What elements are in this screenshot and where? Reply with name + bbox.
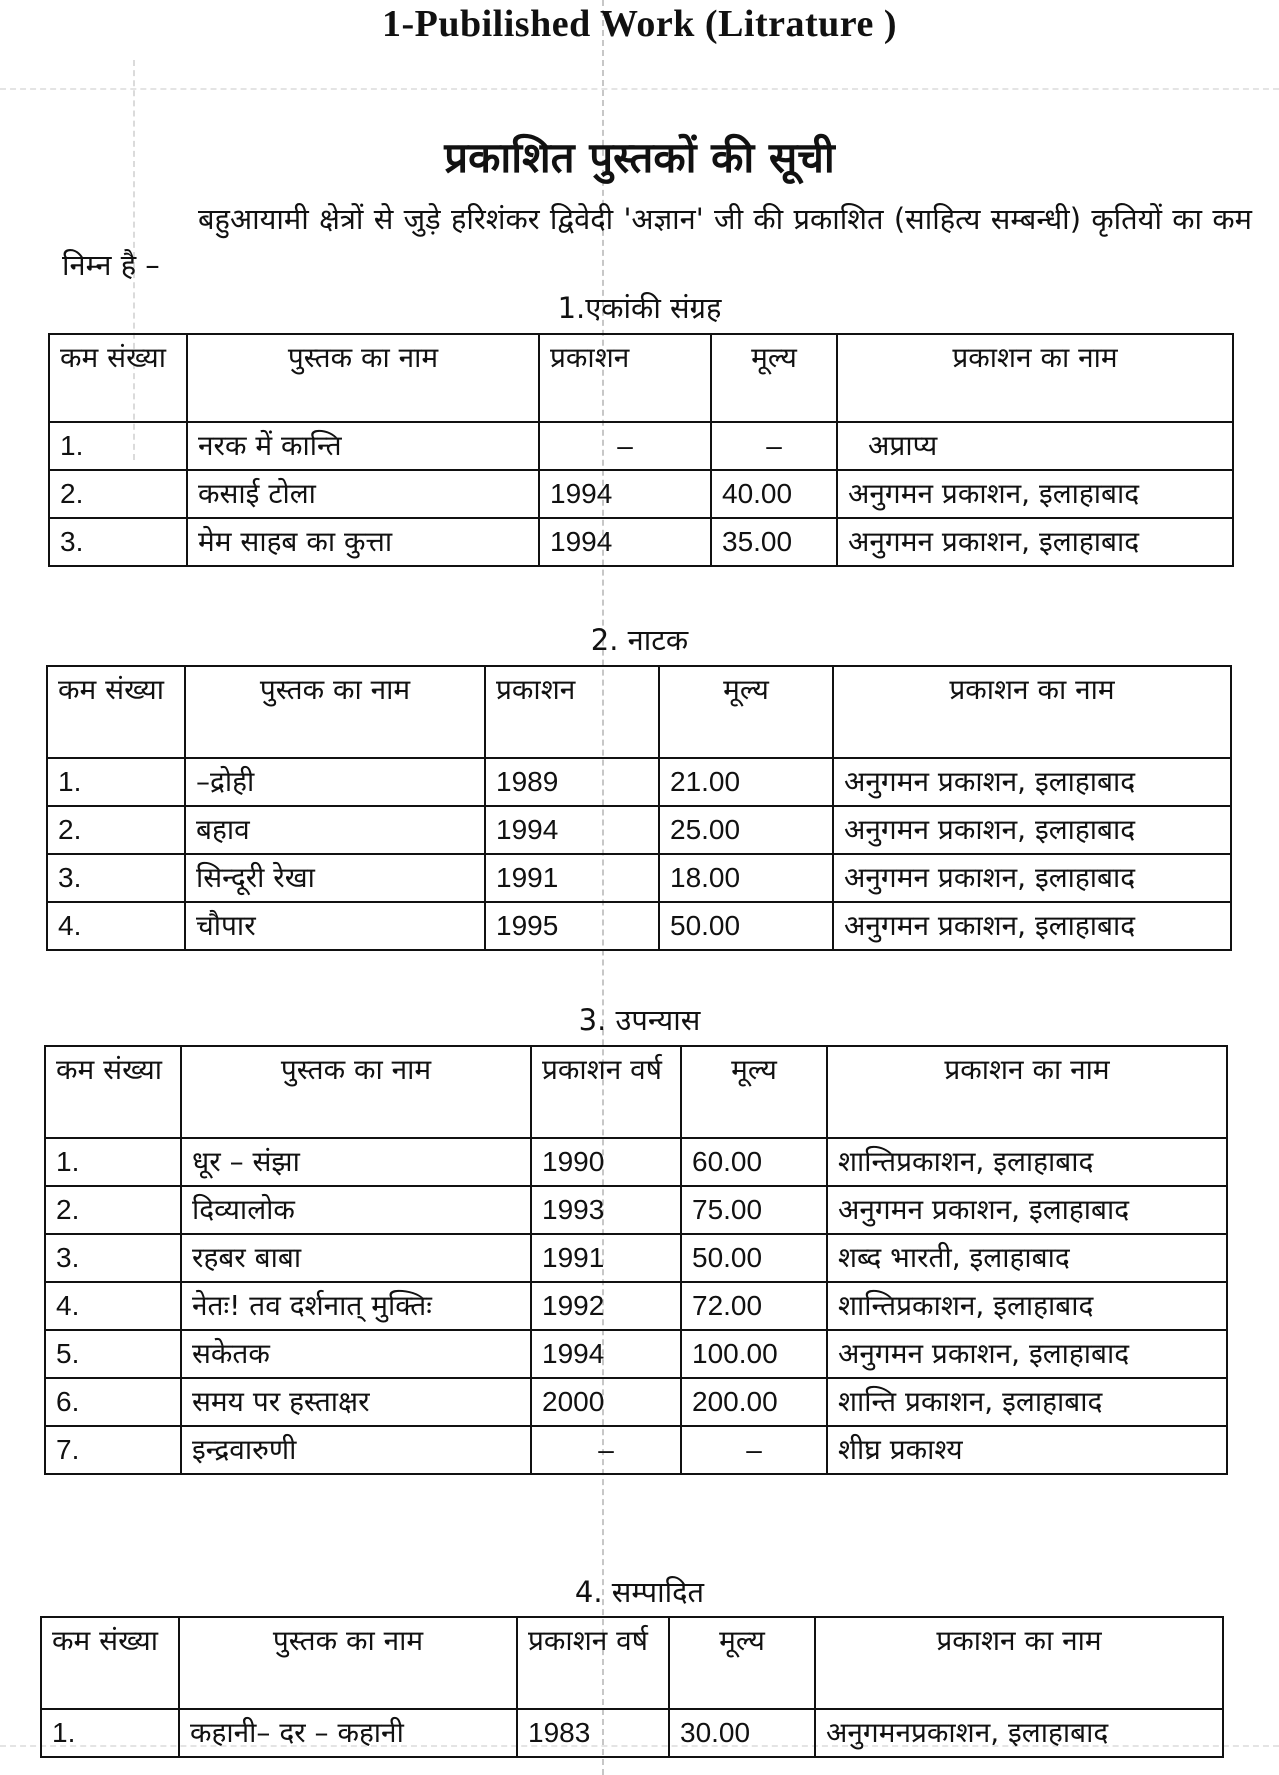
cell-year: 1994 bbox=[531, 1330, 681, 1378]
cell-publisher: अनुगमन प्रकाशन, इलाहाबाद bbox=[827, 1330, 1227, 1378]
cell-publisher: शीघ्र प्रकाश्य bbox=[827, 1426, 1227, 1474]
cell-serial: 3. bbox=[49, 518, 187, 566]
header-publisher: प्रकाशन का नाम bbox=[815, 1617, 1223, 1709]
cell-serial: 1. bbox=[45, 1138, 181, 1186]
header-serial: कम संख्या bbox=[49, 334, 187, 422]
header-book-name: पुस्तक का नाम bbox=[181, 1046, 531, 1138]
cell-serial: 2. bbox=[45, 1186, 181, 1234]
cell-publisher: शान्तिप्रकाशन, इलाहाबाद bbox=[827, 1138, 1227, 1186]
page-title: 1-Pubilished Work (Litrature ) bbox=[381, 3, 897, 45]
cell-year: 1994 bbox=[539, 518, 711, 566]
cell-publisher: अनुगमन प्रकाशन, इलाहाबाद bbox=[827, 1186, 1227, 1234]
table-row bbox=[49, 518, 1233, 566]
header-publisher: प्रकाशन का नाम bbox=[833, 666, 1231, 758]
table-header-row bbox=[41, 1617, 1223, 1709]
table-sampadit bbox=[40, 1616, 1224, 1758]
cell-serial: 4. bbox=[45, 1282, 181, 1330]
table-ekanki bbox=[48, 333, 1234, 567]
header-year: प्रकाशन वर्ष bbox=[531, 1046, 681, 1138]
header-price: मूल्य bbox=[711, 334, 837, 422]
cell-price: 60.00 bbox=[681, 1138, 827, 1186]
table-row bbox=[41, 1709, 1223, 1757]
cell-price: – bbox=[681, 1426, 827, 1474]
cell-publisher: अनुगमन प्रकाशन, इलाहाबाद bbox=[837, 518, 1233, 566]
cell-price: 25.00 bbox=[659, 806, 833, 854]
table-upanyas bbox=[44, 1045, 1228, 1475]
table-row bbox=[45, 1330, 1227, 1378]
cell-year: 1990 bbox=[531, 1138, 681, 1186]
cell-price: 100.00 bbox=[681, 1330, 827, 1378]
cell-publisher: शान्तिप्रकाशन, इलाहाबाद bbox=[827, 1282, 1227, 1330]
scan-guide-line bbox=[0, 88, 1279, 90]
header-serial: कम संख्या bbox=[41, 1617, 179, 1709]
cell-price: 72.00 bbox=[681, 1282, 827, 1330]
cell-price: 35.00 bbox=[711, 518, 837, 566]
cell-serial: 5. bbox=[45, 1330, 181, 1378]
cell-serial: 2. bbox=[49, 470, 187, 518]
table-row bbox=[45, 1282, 1227, 1330]
cell-serial: 4. bbox=[47, 902, 185, 950]
cell-price: 50.00 bbox=[659, 902, 833, 950]
cell-serial: 2. bbox=[47, 806, 185, 854]
table-row bbox=[45, 1378, 1227, 1426]
cell-book-name: सिन्दूरी रेखा bbox=[185, 854, 485, 902]
cell-serial: 1. bbox=[47, 758, 185, 806]
header-serial: कम संख्या bbox=[47, 666, 185, 758]
cell-publisher: अनुगमनप्रकाशन, इलाहाबाद bbox=[815, 1709, 1223, 1757]
cell-book-name: नेतः! तव दर्शनात् मुक्तिः bbox=[181, 1282, 531, 1330]
cell-publisher: अनुगमन प्रकाशन, इलाहाबाद bbox=[833, 902, 1231, 950]
cell-serial: 3. bbox=[45, 1234, 181, 1282]
section-title-ekanki: 1.एकांकी संग्रह bbox=[557, 291, 722, 325]
cell-book-name: बहाव bbox=[185, 806, 485, 854]
cell-serial: 7. bbox=[45, 1426, 181, 1474]
header-serial: कम संख्या bbox=[45, 1046, 181, 1138]
cell-year: 1993 bbox=[531, 1186, 681, 1234]
header-publisher: प्रकाशन का नाम bbox=[827, 1046, 1227, 1138]
cell-year: – bbox=[531, 1426, 681, 1474]
cell-year: 1995 bbox=[485, 902, 659, 950]
section-title-natak: 2. नाटक bbox=[590, 623, 689, 657]
table-row bbox=[47, 758, 1231, 806]
table-row bbox=[49, 470, 1233, 518]
cell-book-name: मेम साहब का कुत्ता bbox=[187, 518, 539, 566]
table-row bbox=[45, 1234, 1227, 1282]
cell-publisher: अनुगमन प्रकाशन, इलाहाबाद bbox=[833, 758, 1231, 806]
cell-price: 40.00 bbox=[711, 470, 837, 518]
table-header-row bbox=[49, 334, 1233, 422]
table-row bbox=[47, 806, 1231, 854]
table-header-row bbox=[45, 1046, 1227, 1138]
table-row bbox=[47, 854, 1231, 902]
cell-year: 1994 bbox=[485, 806, 659, 854]
cell-publisher: अनुगमन प्रकाशन, इलाहाबाद bbox=[833, 854, 1231, 902]
cell-serial: 1. bbox=[49, 422, 187, 470]
header-publisher: प्रकाशन का नाम bbox=[837, 334, 1233, 422]
cell-price: 200.00 bbox=[681, 1378, 827, 1426]
cell-price: 30.00 bbox=[669, 1709, 815, 1757]
cell-book-name: दिव्यालोक bbox=[181, 1186, 531, 1234]
cell-price: 21.00 bbox=[659, 758, 833, 806]
cell-price: – bbox=[711, 422, 837, 470]
cell-publisher: शान्ति प्रकाशन, इलाहाबाद bbox=[827, 1378, 1227, 1426]
cell-publisher: अप्राप्य bbox=[837, 422, 1233, 470]
section-title-upanyas: 3. उपन्यास bbox=[578, 1003, 701, 1037]
cell-year: 2000 bbox=[531, 1378, 681, 1426]
cell-book-name: नरक में कान्ति bbox=[187, 422, 539, 470]
cell-publisher: अनुगमन प्रकाशन, इलाहाबाद bbox=[837, 470, 1233, 518]
cell-year: 1994 bbox=[539, 470, 711, 518]
cell-year: 1991 bbox=[485, 854, 659, 902]
cell-book-name: –द्रोही bbox=[185, 758, 485, 806]
cell-book-name: रहबर बाबा bbox=[181, 1234, 531, 1282]
header-price: मूल्य bbox=[659, 666, 833, 758]
cell-publisher: शब्द भारती, इलाहाबाद bbox=[827, 1234, 1227, 1282]
cell-book-name: कहानी– दर – कहानी bbox=[179, 1709, 517, 1757]
table-row bbox=[45, 1186, 1227, 1234]
cell-publisher: अनुगमन प्रकाशन, इलाहाबाद bbox=[833, 806, 1231, 854]
table-row bbox=[47, 902, 1231, 950]
cell-serial: 6. bbox=[45, 1378, 181, 1426]
cell-book-name: इन्द्रवारुणी bbox=[181, 1426, 531, 1474]
header-price: मूल्य bbox=[681, 1046, 827, 1138]
header-year: प्रकाशन वर्ष bbox=[517, 1617, 669, 1709]
cell-book-name: धूर – संझा bbox=[181, 1138, 531, 1186]
header-book-name: पुस्तक का नाम bbox=[187, 334, 539, 422]
intro-paragraph: बहुआयामी क्षेत्रों से जुड़े हरिशंकर द्विवेदी 'अज्ञान' जी की प्रकाशित (साहित्य सम्बन्धी) कृतियों का कम निम्न है – bbox=[62, 202, 1252, 282]
cell-year: 1983 bbox=[517, 1709, 669, 1757]
cell-year: 1989 bbox=[485, 758, 659, 806]
header-price: मूल्य bbox=[669, 1617, 815, 1709]
table-natak bbox=[46, 665, 1232, 951]
cell-price: 75.00 bbox=[681, 1186, 827, 1234]
cell-book-name: चौपार bbox=[185, 902, 485, 950]
table-row bbox=[45, 1426, 1227, 1474]
cell-serial: 3. bbox=[47, 854, 185, 902]
section-title-sampadit: 4. सम्पादित bbox=[574, 1575, 705, 1609]
cell-book-name: समय पर हस्ताक्षर bbox=[181, 1378, 531, 1426]
cell-year: 1991 bbox=[531, 1234, 681, 1282]
header-year: प्रकाशन bbox=[539, 334, 711, 422]
cell-price: 18.00 bbox=[659, 854, 833, 902]
hindi-heading: प्रकाशित पुस्तकों की सूची bbox=[444, 133, 835, 182]
cell-year: 1992 bbox=[531, 1282, 681, 1330]
table-row bbox=[49, 422, 1233, 470]
cell-year: – bbox=[539, 422, 711, 470]
cell-serial: 1. bbox=[41, 1709, 179, 1757]
header-book-name: पुस्तक का नाम bbox=[185, 666, 485, 758]
table-row bbox=[45, 1138, 1227, 1186]
cell-book-name: कसाई टोला bbox=[187, 470, 539, 518]
cell-price: 50.00 bbox=[681, 1234, 827, 1282]
header-year: प्रकाशन bbox=[485, 666, 659, 758]
cell-book-name: सकेतक bbox=[181, 1330, 531, 1378]
table-header-row bbox=[47, 666, 1231, 758]
header-book-name: पुस्तक का नाम bbox=[179, 1617, 517, 1709]
